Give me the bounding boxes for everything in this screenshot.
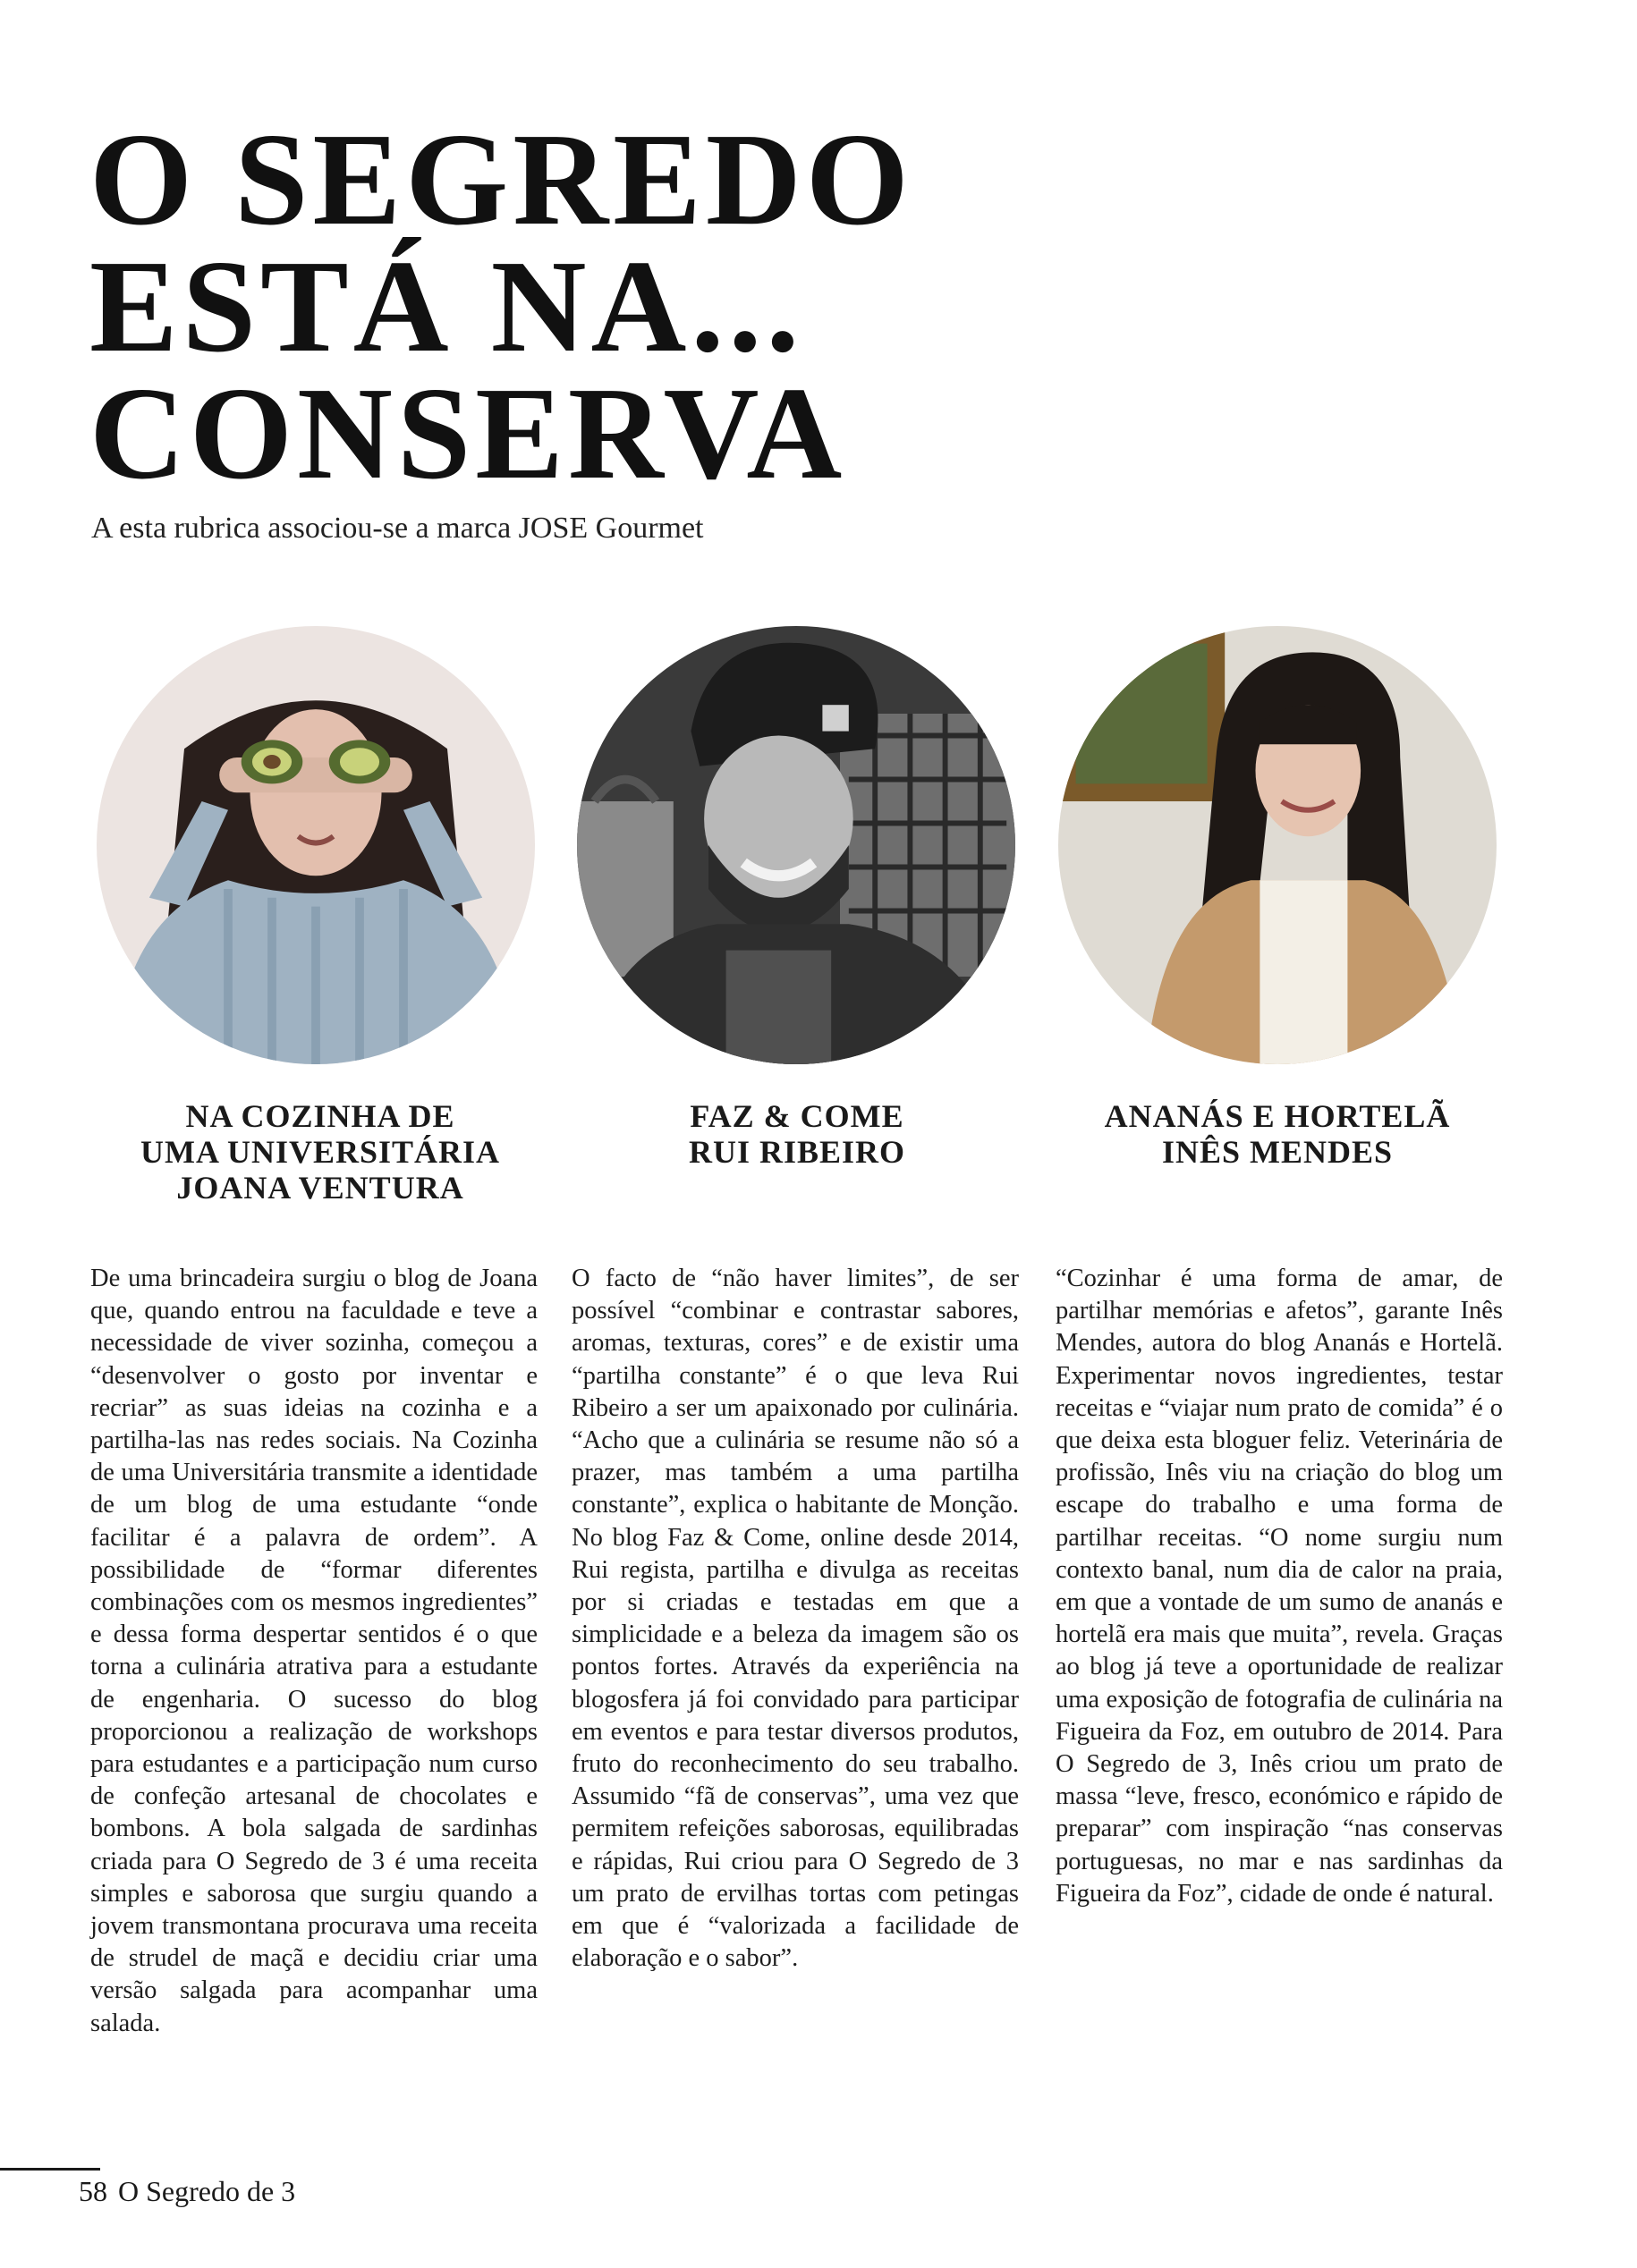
publication-name: O Segredo de 3 (118, 2175, 296, 2207)
headline-line-1: O SEGREDO (89, 106, 913, 253)
profile-title-line: JOANA VENTURA (176, 1170, 464, 1206)
profile-photo-ines (1058, 626, 1497, 1064)
profile-title-line: INÊS MENDES (1161, 1134, 1394, 1170)
page-footer (79, 2175, 295, 2208)
profile-photo-rui (577, 626, 1015, 1064)
article-column-rui: O facto de “não haver limites”, de ser possível “combinar e contrastar sabores, aromas, texturas, cores” e de existir uma “partilha constante” é o que leva Rui Ribeiro a ser um apaixonado por culinária. “Acho que a culinária se resume não só a prazer, mas também a uma partilha constante”, explica o habitante de Monção. No blog Faz & Come, online desde 2014, Rui regista, partilha e divulga as receitas por si criadas e testadas em que a simplicidade e a beleza da imagem são os pontos fortes. Através da experiência na blogosfera já foi convidado para participar em eventos e para testar diversos produtos, fruto do reconhecimento do seu trabalho. Assumido “fã de conservas”, uma vez que permitem refeições saborosas, equilibradas e rápidas, Rui criou para O Segredo de 3 um prato de ervilhas tortas com petingas em que é “valorizada a facilidade de elaboração e o sabor”. (572, 1265, 1019, 1973)
page-number: 58 (79, 2175, 107, 2207)
headline (89, 106, 1073, 507)
profile-title-line: ANANÁS E HORTELÃ (1104, 1098, 1451, 1134)
footer-rule (0, 2168, 100, 2171)
profile-title-joana (88, 1098, 553, 1206)
article-column-joana: De uma brincadeira surgiu o blog de Joana que, quando entrou na faculdade e teve a necessidade de viver sozinha, começou a “desenvolver o gosto por inventar e recriar” as suas ideias na cozinha e a partilha-las nas redes sociais. Na Cozinha de uma Universitária transmite a identidade de um blog de uma estudante “onde facilitar é a palavra de ordem”. A possibilidade de “formar diferentes combinações com os mesmos ingredientes” e dessa forma despertar sentidos é o que torna a culinária atrativa para a estudante de engenharia. O sucesso do blog proporcionou a realização de workshops para estudantes e a participação num curso de confeção artesanal de chocolates e bombons. A bola salgada de sardinhas criada para O Segredo de 3 é uma receita simples e saborosa que surgiu quando a jovem transmontana procurava uma receita de strudel de maçã e decidiu criar uma versão salgada para acompanhar uma salada. (90, 1265, 538, 2037)
profile-title-line: UMA UNIVERSITÁRIA (140, 1134, 501, 1170)
profile-title-line: RUI RIBEIRO (688, 1134, 906, 1170)
profile-photo-joana (97, 626, 535, 1064)
profile-title-ines (1045, 1098, 1510, 1170)
article-column-ines: “Cozinhar é uma forma de amar, de partilhar memórias e afetos”, garante Inês Mendes, autora do blog Ananás e Hortelã. Experimentar novos ingredientes, testar receitas e “viajar num prato de comida” é o que deixa esta bloguer feliz. Veterinária de profissão, Inês viu na criação do blog um escape do trabalho e uma forma de partilhar receitas. “O nome surgiu num contexto banal, num dia de calor na praia, em que a vontade de um sumo de ananás e hortelã era mais que muita”, revela. Graças ao blog já teve a oportunidade de realizar uma exposição de fotografia de culinária na Figueira da Foz, em outubro de 2014. Para O Segredo de 3, Inês criou um prato de massa “leve, fresco, económico e rápido de preparar” com inspiração “nas conservas portuguesas, no mar e nas sardinhas da Figueira da Foz”, cidade de onde é natural. (1056, 1265, 1503, 1908)
profile-title-line: FAZ & COME (690, 1098, 904, 1134)
headline-line-3: CONSERVA (89, 360, 847, 507)
profile-title-line: NA COZINHA DE (185, 1098, 455, 1134)
profile-title-rui (564, 1098, 1030, 1170)
subtitle: A esta rubrica associou-se a marca JOSE Gourmet (91, 512, 704, 545)
headline-line-2: ESTÁ NA... (89, 233, 804, 380)
